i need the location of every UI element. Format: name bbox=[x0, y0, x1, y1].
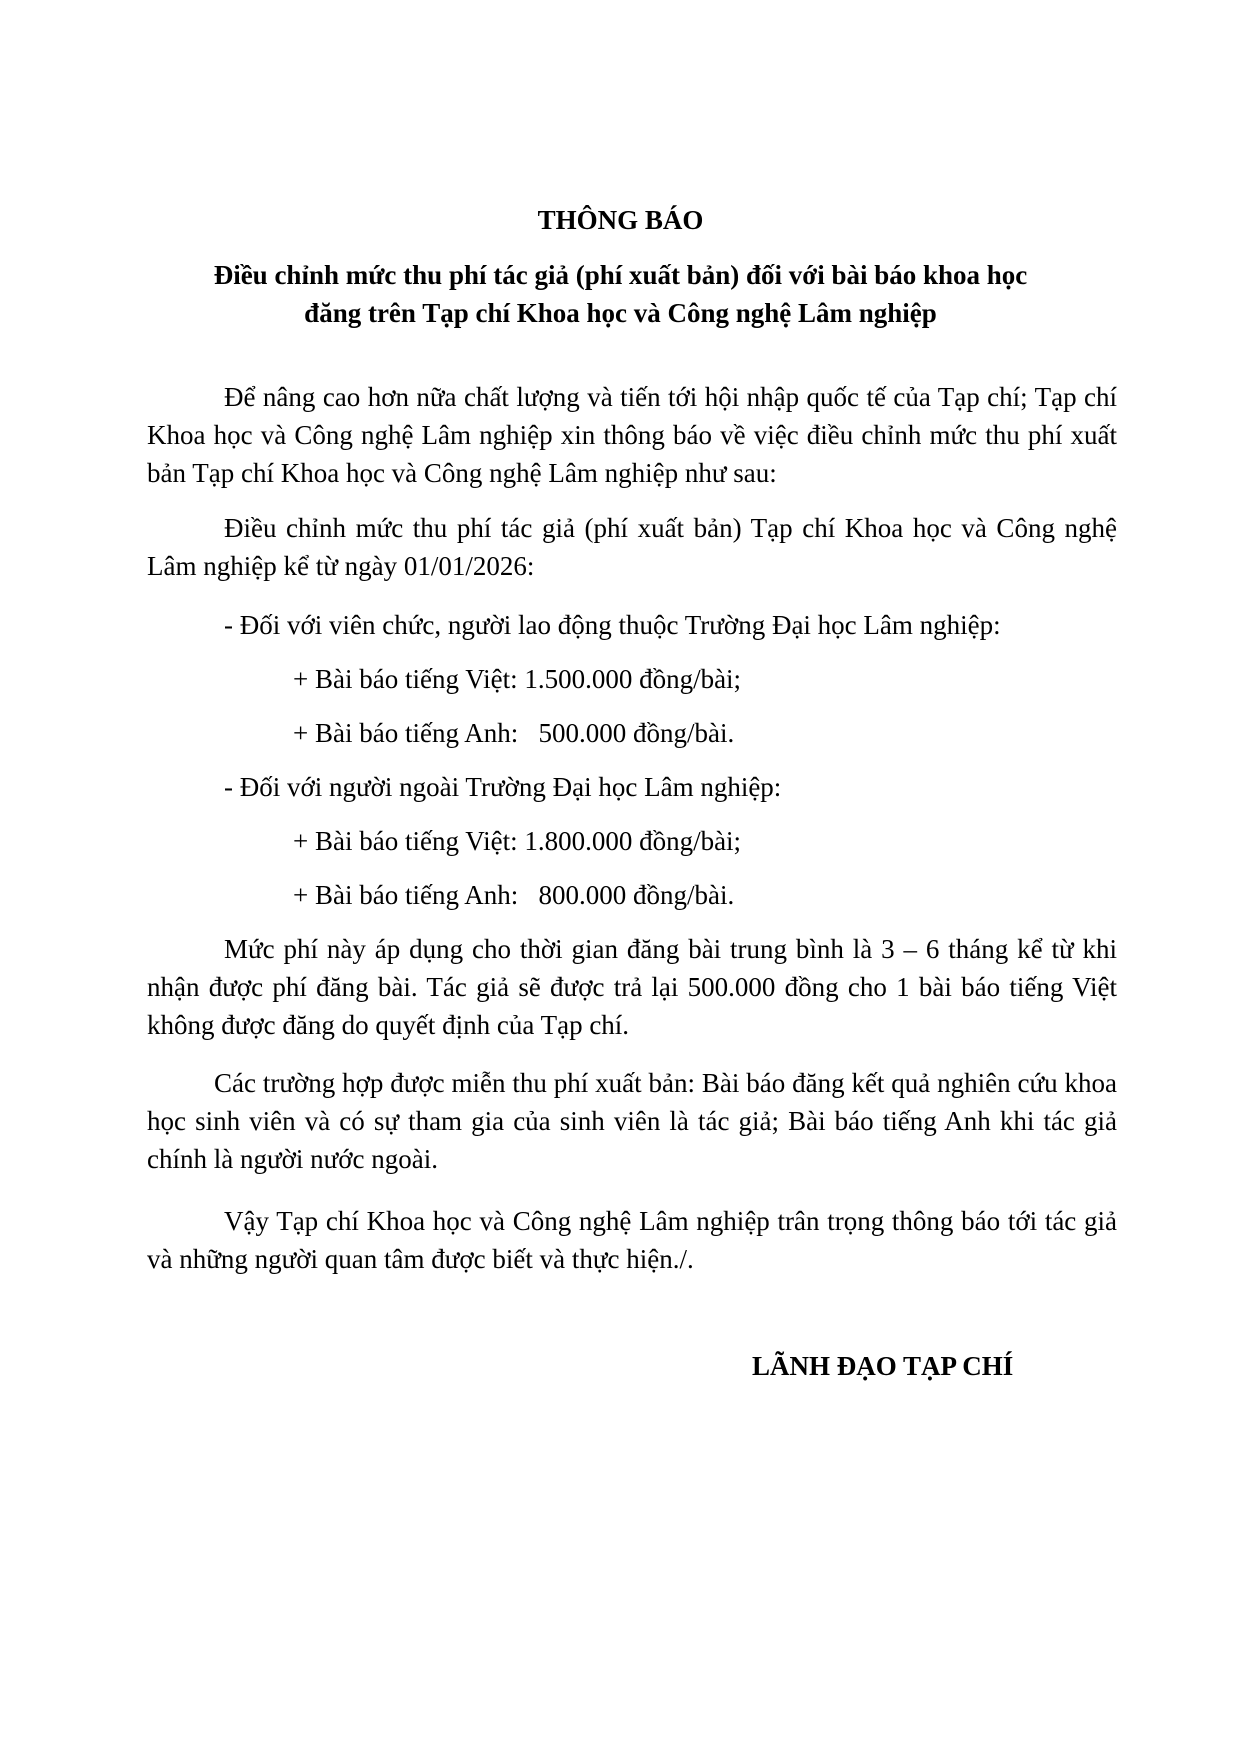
adjustment-paragraph: Điều chỉnh mức thu phí tác giả (phí xuất bản) Tạp chí Khoa học và Công nghệ Lâm nghiệp kể từ ngày 01/01/2026: bbox=[147, 513, 1117, 581]
notice-title: THÔNG BÁO bbox=[537, 205, 704, 235]
signature-block: LÃNH ĐẠO TẠP CHÍ bbox=[752, 1351, 1014, 1381]
subtitle-line-1: Điều chỉnh mức thu phí tác giả (phí xuất bản) đối với bài báo khoa học bbox=[213, 260, 1028, 290]
subtitle-line-2: đăng trên Tạp chí Khoa học và Công nghệ Lâm nghiệp bbox=[304, 298, 937, 328]
intro-paragraph: Để nâng cao hơn nữa chất lượng và tiến tới hội nhập quốc tế của Tạp chí; Tạp chí Khoa học và Công nghệ Lâm nghiệp xin thông báo về việc điều chỉnh mức thu phí xuất bản Tạp chí Khoa học và Công nghệ Lâm nghiệp như sau: bbox=[147, 382, 1117, 488]
external-vietnamese-fee: + Bài báo tiếng Việt: 1.800.000 đồng/bài; bbox=[293, 826, 742, 856]
internal-english-fee: + Bài báo tiếng Anh: 500.000 đồng/bài. bbox=[293, 718, 735, 748]
internal-vietnamese-fee: + Bài báo tiếng Việt: 1.500.000 đồng/bài; bbox=[293, 664, 742, 694]
group-internal-heading: - Đối với viên chức, người lao động thuộc Trường Đại học Lâm nghiệp: bbox=[224, 610, 1001, 640]
group-external-heading: - Đối với người ngoài Trường Đại học Lâm nghiệp: bbox=[224, 772, 782, 802]
exemptions-paragraph: Các trường hợp được miễn thu phí xuất bản: Bài báo đăng kết quả nghiên cứu khoa học sinh viên và có sự tham gia của sinh viên là tác giả; Bài báo tiếng Anh khi tác giả chính là người nước ngoài. bbox=[147, 1068, 1117, 1174]
notice-subtitle bbox=[0, 256, 1241, 332]
closing-paragraph: Vậy Tạp chí Khoa học và Công nghệ Lâm nghiệp trân trọng thông báo tới tác giả và những người quan tâm được biết và thực hiện./. bbox=[147, 1206, 1117, 1274]
duration-paragraph: Mức phí này áp dụng cho thời gian đăng bài trung bình là 3 – 6 tháng kể từ khi nhận được phí đăng bài. Tác giả sẽ được trả lại 500.000 đồng cho 1 bài báo tiếng Việt không được đăng do quyết định của Tạp chí. bbox=[147, 934, 1117, 1040]
external-english-fee: + Bài báo tiếng Anh: 800.000 đồng/bài. bbox=[293, 880, 735, 910]
